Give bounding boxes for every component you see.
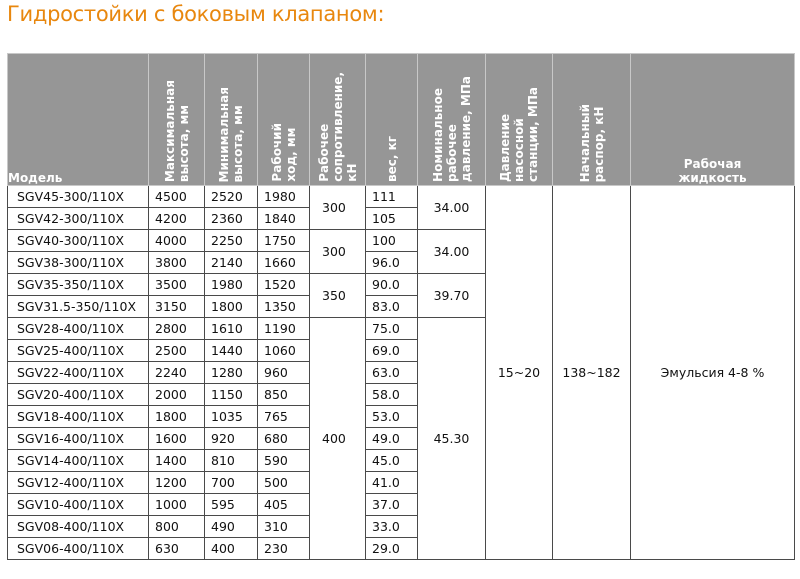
header-weight: вес, кг [366, 54, 418, 186]
cell-model: SGV10-400/110X [8, 494, 149, 516]
cell-max-height: 3500 [149, 274, 205, 296]
cell-max-height: 2240 [149, 362, 205, 384]
cell-min-height: 595 [205, 494, 258, 516]
cell-weight: 100 [366, 230, 418, 252]
header-row [8, 54, 795, 186]
cell-max-height: 1800 [149, 406, 205, 428]
cell-resistance: 350 [310, 274, 366, 318]
cell-max-height: 3800 [149, 252, 205, 274]
cell-model: SGV16-400/110X [8, 428, 149, 450]
cell-weight: 96.0 [366, 252, 418, 274]
cell-min-height: 400 [205, 538, 258, 560]
cell-nominal-pressure: 45.30 [418, 318, 486, 560]
cell-weight: 41.0 [366, 472, 418, 494]
header-initial-thrust: Начальный распор, кН [553, 54, 631, 186]
cell-weight: 33.0 [366, 516, 418, 538]
cell-model: SGV06-400/110X [8, 538, 149, 560]
cell-stroke: 1660 [258, 252, 310, 274]
cell-stroke: 500 [258, 472, 310, 494]
cell-min-height: 2520 [205, 186, 258, 208]
header-min-height: Минимальная высота, мм [205, 54, 258, 186]
cell-weight: 58.0 [366, 384, 418, 406]
cell-stroke: 590 [258, 450, 310, 472]
cell-max-height: 4200 [149, 208, 205, 230]
cell-weight: 49.0 [366, 428, 418, 450]
cell-weight: 75.0 [366, 318, 418, 340]
cell-stroke: 1350 [258, 296, 310, 318]
cell-stroke: 960 [258, 362, 310, 384]
header-resistance: Рабочее сопротивление, кН [310, 54, 366, 186]
cell-initial-thrust: 138~182 [553, 186, 631, 560]
cell-min-height: 700 [205, 472, 258, 494]
cell-min-height: 490 [205, 516, 258, 538]
cell-model: SGV45-300/110X [8, 186, 149, 208]
cell-min-height: 1800 [205, 296, 258, 318]
cell-stroke: 405 [258, 494, 310, 516]
cell-weight: 111 [366, 186, 418, 208]
cell-nominal-pressure: 39.70 [418, 274, 486, 318]
header-stroke: Рабочий ход, мм [258, 54, 310, 186]
cell-min-height: 1610 [205, 318, 258, 340]
cell-max-height: 4000 [149, 230, 205, 252]
cell-max-height: 1600 [149, 428, 205, 450]
cell-model: SGV14-400/110X [8, 450, 149, 472]
cell-stroke: 1190 [258, 318, 310, 340]
cell-stroke: 765 [258, 406, 310, 428]
cell-weight: 83.0 [366, 296, 418, 318]
header-model: Модель [8, 54, 149, 186]
cell-min-height: 810 [205, 450, 258, 472]
cell-model: SGV28-400/110X [8, 318, 149, 340]
cell-stroke: 1840 [258, 208, 310, 230]
header-pump-pressure: Давление насосной станции, МПа [486, 54, 553, 186]
cell-weight: 37.0 [366, 494, 418, 516]
cell-resistance: 300 [310, 230, 366, 274]
cell-max-height: 1200 [149, 472, 205, 494]
cell-max-height: 1400 [149, 450, 205, 472]
cell-stroke: 1060 [258, 340, 310, 362]
table-body [8, 186, 795, 560]
cell-model: SGV18-400/110X [8, 406, 149, 428]
cell-max-height: 3150 [149, 296, 205, 318]
cell-weight: 29.0 [366, 538, 418, 560]
cell-model: SGV31.5-350/110X [8, 296, 149, 318]
cell-min-height: 1035 [205, 406, 258, 428]
cell-weight: 90.0 [366, 274, 418, 296]
cell-resistance: 300 [310, 186, 366, 230]
cell-weight: 45.0 [366, 450, 418, 472]
page-title: Гидростойки с боковым клапаном: [7, 2, 385, 26]
cell-model: SGV08-400/110X [8, 516, 149, 538]
cell-stroke: 850 [258, 384, 310, 406]
cell-pump-pressure: 15~20 [486, 186, 553, 560]
cell-min-height: 1440 [205, 340, 258, 362]
cell-min-height: 2360 [205, 208, 258, 230]
cell-max-height: 4500 [149, 186, 205, 208]
cell-resistance: 400 [310, 318, 366, 560]
cell-stroke: 680 [258, 428, 310, 450]
cell-weight: 69.0 [366, 340, 418, 362]
cell-min-height: 1150 [205, 384, 258, 406]
cell-stroke: 1520 [258, 274, 310, 296]
cell-min-height: 1280 [205, 362, 258, 384]
cell-model: SGV20-400/110X [8, 384, 149, 406]
cell-weight: 105 [366, 208, 418, 230]
cell-max-height: 2000 [149, 384, 205, 406]
cell-min-height: 1980 [205, 274, 258, 296]
cell-stroke: 1750 [258, 230, 310, 252]
header-nominal-pressure: Номинальное рабочее давление, МПа [418, 54, 486, 186]
cell-model: SGV22-400/110X [8, 362, 149, 384]
cell-stroke: 230 [258, 538, 310, 560]
cell-max-height: 630 [149, 538, 205, 560]
cell-min-height: 2140 [205, 252, 258, 274]
cell-nominal-pressure: 34.00 [418, 230, 486, 274]
cell-nominal-pressure: 34.00 [418, 186, 486, 230]
cell-stroke: 310 [258, 516, 310, 538]
cell-liquid: Эмульсия 4-8 % [631, 186, 795, 560]
header-max-height: Максимальная высота, мм [149, 54, 205, 186]
cell-max-height: 800 [149, 516, 205, 538]
cell-model: SGV42-300/110X [8, 208, 149, 230]
header-liquid: Рабочая жидкость [631, 54, 795, 186]
cell-model: SGV40-300/110X [8, 230, 149, 252]
cell-model: SGV25-400/110X [8, 340, 149, 362]
cell-model: SGV35-350/110X [8, 274, 149, 296]
cell-max-height: 1000 [149, 494, 205, 516]
cell-model: SGV12-400/110X [8, 472, 149, 494]
cell-weight: 63.0 [366, 362, 418, 384]
cell-min-height: 920 [205, 428, 258, 450]
cell-min-height: 2250 [205, 230, 258, 252]
specs-table [7, 53, 795, 560]
cell-max-height: 2500 [149, 340, 205, 362]
table-row [8, 186, 795, 208]
cell-weight: 53.0 [366, 406, 418, 428]
cell-stroke: 1980 [258, 186, 310, 208]
cell-max-height: 2800 [149, 318, 205, 340]
cell-model: SGV38-300/110X [8, 252, 149, 274]
